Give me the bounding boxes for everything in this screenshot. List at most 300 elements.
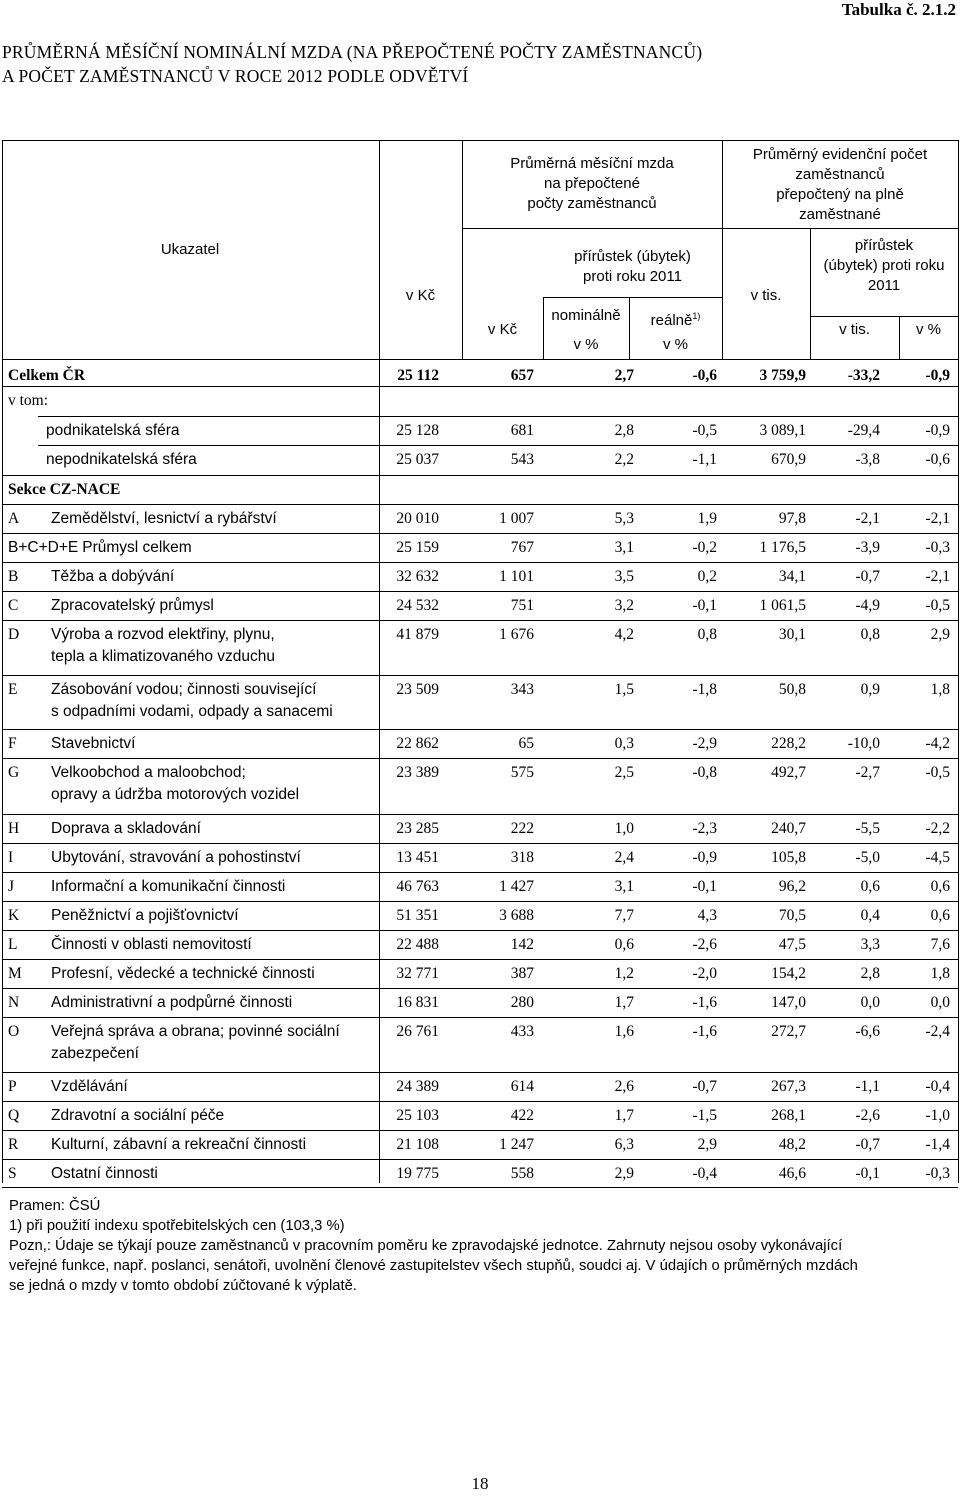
header-bottom-rule	[2, 359, 958, 360]
cell-kc: 13 451	[396, 849, 439, 866]
title-line-1: PRŮMĚRNÁ MĚSÍČNÍ NOMINÁLNÍ MZDA (NA PŘEPOČTENÉ POČTY ZAMĚSTNANCŮ)	[2, 42, 703, 62]
cell-delta: 343	[510, 681, 534, 698]
cell-kc: 25 112	[397, 367, 439, 384]
cell-nom: 1,2	[614, 965, 634, 982]
table-number: Tabulka č. 2.1.2	[841, 0, 956, 19]
header-divider	[958, 140, 959, 1183]
footnote-pozn-l3: se jedná o mzdy v tomto období zúčtované k výplatě.	[9, 1278, 357, 1294]
cell-pemp: 0,0	[930, 994, 950, 1011]
cell-nom: 2,4	[614, 849, 634, 866]
cell-pemp: 1,8	[930, 681, 950, 698]
cell-nom: 1,7	[614, 994, 634, 1011]
cell-real: -1,1	[692, 451, 717, 468]
row-separator	[2, 675, 958, 676]
cell-delta: 1 101	[499, 568, 534, 585]
row-name: Administrativní a podpůrné činnosti	[51, 994, 293, 1011]
cell-demp: -5,5	[855, 820, 880, 837]
row-name: Ostatní činnosti	[51, 1165, 158, 1182]
row-label: v tom:	[8, 392, 49, 409]
cell-real: -0,4	[692, 1165, 717, 1182]
row-name: Výroba a rozvod elektřiny, plynu,	[51, 626, 275, 643]
row-name-line2: opravy a údržba motorových vozidel	[51, 786, 300, 803]
header-emp-growth-l3: 2011	[867, 277, 901, 294]
row-name: Kulturní, zábavní a rekreační činnosti	[51, 1136, 307, 1153]
header-wage-group-l2: na přepočtené	[544, 175, 640, 192]
row-name: Velkoobchod a maloobchod;	[51, 764, 246, 781]
page-title	[2, 40, 952, 88]
row-separator	[2, 1101, 958, 1102]
header-v-kc: v Kč	[405, 287, 436, 304]
row-code: K	[8, 907, 20, 924]
cell-pemp: -0,6	[925, 451, 950, 468]
row-separator	[2, 504, 958, 505]
row-name: Průmysl celkem	[82, 539, 192, 556]
cell-pemp: -0,5	[925, 764, 950, 781]
cell-delta: 558	[510, 1165, 534, 1182]
cell-kc: 23 389	[396, 764, 439, 781]
row-label	[51, 566, 174, 588]
header-nominalne: nominálně	[551, 307, 621, 324]
cell-emp: 1 176,5	[759, 539, 806, 556]
cell-real: -0,9	[692, 849, 717, 866]
row-label	[51, 963, 315, 985]
cell-delta: 543	[510, 451, 534, 468]
header-realne-label: reálně	[650, 312, 693, 329]
header-emp-group	[722, 145, 958, 225]
row-separator	[2, 1072, 958, 1073]
cell-demp: -0,1	[855, 1165, 880, 1182]
header-ukazatel: Ukazatel	[160, 241, 220, 258]
row-code: E	[8, 681, 18, 698]
row-code: S	[8, 1165, 17, 1182]
row-code: G	[8, 764, 20, 781]
row-code: B	[8, 568, 19, 585]
cell-delta: 614	[510, 1078, 534, 1095]
row-label	[51, 847, 301, 869]
cell-pemp: -0,3	[925, 1165, 950, 1182]
cell-demp: -29,4	[847, 422, 880, 439]
cell-real: -1,6	[692, 1023, 717, 1040]
row-name-line2: zabezpečení	[51, 1045, 139, 1062]
cell-real: -1,5	[692, 1107, 717, 1124]
row-name: Zemědělství, lesnictví a rybářství	[51, 510, 277, 527]
cell-pemp: -0,9	[925, 422, 950, 439]
cell-nom: 0,3	[614, 735, 634, 752]
cell-delta: 142	[510, 936, 534, 953]
cell-demp: -2,1	[855, 510, 880, 527]
cell-nom: 3,1	[614, 539, 634, 556]
header-divider	[462, 228, 958, 229]
cell-delta: 318	[510, 849, 534, 866]
footnote-pozn-l1: Pozn,: Údaje se týkají pouze zaměstnanců v pracovním poměru ke zpravodajské jednotce. Zahrnuty nejsou osoby vykonávající	[9, 1238, 843, 1254]
cell-nom: 0,6	[614, 936, 634, 953]
cell-demp: 0,9	[860, 681, 880, 698]
cell-nom: 2,7	[614, 367, 634, 384]
cell-nom: 3,2	[614, 597, 634, 614]
cell-nom: 7,7	[614, 907, 634, 924]
cell-nom: 1,0	[614, 820, 634, 837]
cell-kc: 22 862	[396, 735, 439, 752]
row-separator	[2, 988, 958, 989]
cell-pemp: -2,2	[925, 820, 950, 837]
cell-pemp: -2,1	[925, 510, 950, 527]
header-divider	[2, 140, 3, 1183]
cell-emp: 154,2	[771, 965, 806, 982]
row-separator	[2, 1017, 958, 1018]
cell-real: -2,9	[692, 735, 717, 752]
cell-real: -0,6	[692, 367, 717, 384]
cell-emp: 50,8	[778, 681, 806, 698]
row-separator	[2, 562, 958, 563]
cell-kc: 25 037	[396, 451, 439, 468]
row-code: H	[8, 820, 20, 837]
row-label: podnikatelská sféra	[46, 422, 180, 439]
row-name: Ubytování, stravování a pohostinství	[51, 849, 301, 866]
cell-emp: 47,5	[778, 936, 806, 953]
row-label	[51, 508, 277, 530]
cell-pemp: 0,6	[930, 907, 950, 924]
cell-pemp: -0,3	[925, 539, 950, 556]
cell-real: -0,7	[692, 1078, 717, 1095]
header-divider	[810, 316, 958, 317]
row-label	[51, 595, 214, 617]
row-name: Peněžnictví a pojišťovnictví	[51, 907, 239, 924]
cell-delta: 387	[510, 965, 534, 982]
cell-emp: 492,7	[771, 764, 806, 781]
cell-emp: 30,1	[778, 626, 806, 643]
cell-real: -2,3	[692, 820, 717, 837]
cell-emp: 3 759,9	[759, 367, 806, 384]
cell-demp: -3,8	[855, 451, 880, 468]
cell-delta: 422	[510, 1107, 534, 1124]
header-realne-footnote: 1)	[692, 311, 701, 321]
cell-pemp: 1,8	[930, 965, 950, 982]
header-realne	[629, 306, 722, 331]
cell-nom: 2,2	[614, 451, 634, 468]
row-separator	[2, 930, 958, 931]
header-wage-growth-l1: přírůstek (úbytek)	[574, 248, 691, 265]
row-label	[51, 679, 333, 723]
cell-real: -0,8	[692, 764, 717, 781]
row-separator	[2, 475, 958, 476]
cell-emp: 268,1	[771, 1107, 806, 1124]
header-pct-nom: v %	[573, 336, 599, 353]
row-label: Sekce CZ-NACE	[8, 481, 121, 498]
row-separator	[2, 959, 958, 960]
cell-emp: 228,2	[771, 735, 806, 752]
cell-demp: -10,0	[847, 735, 880, 752]
cell-demp: 0,6	[860, 878, 880, 895]
header-emp-group-l3: přepočtený na plně	[776, 186, 904, 203]
row-label	[51, 1105, 224, 1127]
cell-nom: 3,1	[614, 878, 634, 895]
cell-emp: 70,5	[778, 907, 806, 924]
cell-pemp: 7,6	[930, 936, 950, 953]
cell-emp: 670,9	[771, 451, 806, 468]
cell-emp: 240,7	[771, 820, 806, 837]
row-name: Vzdělávání	[51, 1078, 128, 1095]
cell-delta: 222	[510, 820, 534, 837]
row-code: P	[8, 1078, 17, 1095]
row-name: Zpracovatelský průmysl	[51, 597, 214, 614]
cell-demp: -0,7	[855, 568, 880, 585]
cell-pemp: -2,4	[925, 1023, 950, 1040]
header-emp-growth-l1: přírůstek	[854, 237, 914, 254]
page-number: 18	[471, 1474, 489, 1493]
row-code: C	[8, 597, 19, 614]
header-emp-group-l2: zaměstnanců	[795, 166, 885, 183]
cell-emp: 34,1	[778, 568, 806, 585]
cell-real: 0,8	[697, 626, 717, 643]
cell-emp: 97,8	[778, 510, 806, 527]
cell-kc: 25 159	[396, 539, 439, 556]
row-label: Celkem ČR	[8, 367, 86, 384]
cell-demp: 0,4	[860, 907, 880, 924]
row-code: N	[8, 994, 20, 1011]
cell-delta: 1 007	[499, 510, 534, 527]
cell-kc: 19 775	[396, 1165, 439, 1182]
cell-real: 1,9	[697, 510, 717, 527]
cell-emp: 3 089,1	[759, 422, 806, 439]
cell-delta: 3 688	[499, 907, 534, 924]
cell-kc: 41 879	[396, 626, 439, 643]
header-emp-growth	[810, 236, 958, 296]
cell-demp: -0,7	[855, 1136, 880, 1153]
cell-pemp: 0,6	[930, 878, 950, 895]
cell-pemp: -1,4	[925, 1136, 950, 1153]
row-separator	[2, 620, 958, 621]
row-name: Činnosti v oblasti nemovitostí	[51, 936, 252, 953]
cell-kc: 32 771	[396, 965, 439, 982]
row-name: Informační a komunikační činnosti	[51, 878, 286, 895]
row-name: Profesní, vědecké a technické činnosti	[51, 965, 315, 982]
cell-demp: 0,0	[860, 994, 880, 1011]
cell-nom: 2,5	[614, 764, 634, 781]
row-code: D	[8, 626, 20, 643]
cell-pemp: -4,5	[925, 849, 950, 866]
cell-pemp: 2,9	[930, 626, 950, 643]
footnote-pozn	[9, 1236, 949, 1296]
header-emp-group-l4: zaměstnané	[799, 206, 881, 223]
row-separator	[2, 1159, 958, 1160]
row-label	[51, 818, 201, 840]
header-emp-group-l1: Průměrný evidenční počet	[752, 146, 928, 163]
row-separator	[2, 591, 958, 592]
cell-delta: 433	[510, 1023, 534, 1040]
cell-real: -0,2	[692, 539, 717, 556]
cell-kc: 32 632	[396, 568, 439, 585]
row-code: J	[8, 878, 15, 895]
header-pct-emp: v %	[915, 321, 941, 338]
cell-demp: -3,9	[855, 539, 880, 556]
row-label	[51, 905, 239, 927]
cell-demp: -5,0	[855, 849, 880, 866]
cell-delta: 767	[510, 539, 534, 556]
title-line-2: A POČET ZAMĚSTNANCŮ V ROCE 2012 PODLE ODVĚTVÍ	[2, 66, 469, 86]
row-code: B+C+D+E	[8, 539, 79, 556]
cell-demp: -4,9	[855, 597, 880, 614]
cell-delta: 1 676	[499, 626, 534, 643]
row-code: M	[8, 965, 22, 982]
row-separator	[2, 814, 958, 815]
row-name: Těžba a dobývání	[51, 568, 175, 585]
row-code: F	[8, 735, 17, 752]
cell-delta: 280	[510, 994, 534, 1011]
cell-kc: 46 763	[396, 878, 439, 895]
header-v-tis-delta: v tis.	[839, 321, 870, 338]
row-separator	[2, 872, 958, 873]
row-label	[51, 1076, 128, 1098]
row-name: Stavebnictví	[51, 735, 136, 752]
cell-nom: 2,9	[614, 1165, 634, 1182]
row-separator	[2, 758, 958, 759]
cell-nom: 6,3	[614, 1136, 634, 1153]
cell-real: -0,1	[692, 597, 717, 614]
cell-demp: 2,8	[860, 965, 880, 982]
cell-demp: -6,6	[855, 1023, 880, 1040]
header-divider	[543, 297, 722, 298]
cell-nom: 1,6	[614, 1023, 634, 1040]
cell-kc: 24 532	[396, 597, 439, 614]
cell-pemp: -0,5	[925, 597, 950, 614]
row-code: Q	[8, 1107, 20, 1124]
cell-nom: 1,5	[614, 681, 634, 698]
header-emp-growth-l2: (úbytek) proti roku	[823, 257, 945, 274]
cell-kc: 25 103	[396, 1107, 439, 1124]
header-wage-growth	[543, 247, 722, 287]
row-label	[51, 1134, 306, 1156]
row-label	[51, 733, 135, 755]
cell-delta: 575	[510, 764, 534, 781]
row-separator	[38, 416, 958, 417]
cell-pemp: -4,2	[925, 735, 950, 752]
cell-real: -1,6	[692, 994, 717, 1011]
cell-kc: 16 831	[396, 994, 439, 1011]
row-code: O	[8, 1023, 20, 1040]
row-separator	[2, 843, 958, 844]
header-v-kc-delta: v Kč	[487, 321, 518, 338]
row-code: R	[8, 1136, 19, 1153]
cell-delta: 751	[510, 597, 534, 614]
row-label	[51, 876, 285, 898]
row-code: I	[8, 849, 14, 866]
header-wage-group-l3: počty zaměstnanců	[527, 195, 657, 212]
header-v-tis: v tis.	[750, 287, 782, 304]
row-code: A	[8, 510, 20, 527]
footnote-1: 1) při použití indexu spotřebitelských cen (103,3 %)	[9, 1218, 345, 1234]
header-top-rule	[2, 140, 958, 141]
cell-pemp: -0,4	[925, 1078, 950, 1095]
cell-real: 0,2	[697, 568, 717, 585]
cell-kc: 25 128	[396, 422, 439, 439]
cell-delta: 657	[510, 367, 534, 384]
cell-kc: 23 509	[396, 681, 439, 698]
cell-demp: -1,1	[855, 1078, 880, 1095]
header-wage-group	[462, 154, 722, 214]
source-note: Pramen: ČSÚ	[9, 1198, 101, 1214]
row-label	[51, 934, 252, 956]
cell-emp: 147,0	[771, 994, 806, 1011]
row-code: L	[8, 936, 18, 953]
cell-kc: 26 761	[396, 1023, 439, 1040]
row-label	[8, 537, 192, 559]
row-separator	[2, 386, 958, 387]
cell-real: -0,5	[692, 422, 717, 439]
cell-emp: 48,2	[778, 1136, 806, 1153]
cell-delta: 681	[510, 422, 534, 439]
cell-demp: 3,3	[860, 936, 880, 953]
cell-real: -0,1	[692, 878, 717, 895]
cell-pemp: -1,0	[925, 1107, 950, 1124]
row-separator	[2, 533, 958, 534]
cell-real: -2,0	[692, 965, 717, 982]
cell-emp: 96,2	[778, 878, 806, 895]
cell-emp: 105,8	[771, 849, 806, 866]
cell-demp: -2,7	[855, 764, 880, 781]
cell-nom: 2,6	[614, 1078, 634, 1095]
cell-delta: 1 427	[499, 878, 534, 895]
cell-real: 2,9	[697, 1136, 717, 1153]
row-separator	[2, 901, 958, 902]
row-name-line2: s odpadními vodami, odpady a sanacemi	[51, 703, 333, 720]
cell-pemp: -2,1	[925, 568, 950, 585]
row-label	[51, 1021, 340, 1065]
footnote-pozn-l2: veřejné funkce, např. poslanci, senátoři, uvolnění členové zastupitelstev všech stupňů, soudci aj. V údajích o průměrných mzdách	[9, 1258, 858, 1274]
cell-emp: 46,6	[778, 1165, 806, 1182]
cell-emp: 272,7	[771, 1023, 806, 1040]
row-name-line2: tepla a klimatizovaného vzduchu	[51, 648, 276, 665]
row-label: nepodnikatelská sféra	[46, 451, 197, 468]
cell-nom: 3,5	[614, 568, 634, 585]
header-wage-group-l1: Průměrná měsíční mzda	[510, 155, 674, 172]
cell-delta: 1 247	[499, 1136, 534, 1153]
cell-kc: 22 488	[396, 936, 439, 953]
cell-nom: 1,7	[614, 1107, 634, 1124]
row-name: Zdravotní a sociální péče	[51, 1107, 225, 1124]
row-label	[51, 1163, 158, 1185]
row-name: Doprava a skladování	[51, 820, 201, 837]
row-separator	[2, 1130, 958, 1131]
cell-nom: 5,3	[614, 510, 634, 527]
cell-kc: 20 010	[396, 510, 439, 527]
cell-emp: 267,3	[771, 1078, 806, 1095]
row-name: Veřejná správa a obrana; povinné sociální	[51, 1023, 340, 1040]
row-separator	[2, 729, 958, 730]
cell-nom: 2,8	[614, 422, 634, 439]
row-label	[51, 992, 292, 1014]
table-bottom-rule	[2, 1187, 958, 1188]
cell-real: -2,6	[692, 936, 717, 953]
cell-kc: 51 351	[396, 907, 439, 924]
cell-nom: 4,2	[614, 626, 634, 643]
row-separator	[38, 445, 958, 446]
row-label	[51, 762, 299, 806]
cell-demp: 0,8	[860, 626, 880, 643]
header-wage-growth-l2: proti roku 2011	[583, 268, 682, 285]
row-label	[51, 624, 275, 668]
cell-kc: 21 108	[396, 1136, 439, 1153]
cell-pemp: -0,9	[925, 367, 950, 384]
cell-kc: 24 389	[396, 1078, 439, 1095]
cell-delta: 65	[518, 735, 534, 752]
cell-real: 4,3	[697, 907, 717, 924]
header-pct-real: v %	[662, 336, 688, 353]
cell-demp: -33,2	[847, 367, 880, 384]
row-name: Zásobování vodou; činnosti související	[51, 681, 317, 698]
cell-kc: 23 285	[396, 820, 439, 837]
cell-emp: 1 061,5	[759, 597, 806, 614]
cell-demp: -2,6	[855, 1107, 880, 1124]
